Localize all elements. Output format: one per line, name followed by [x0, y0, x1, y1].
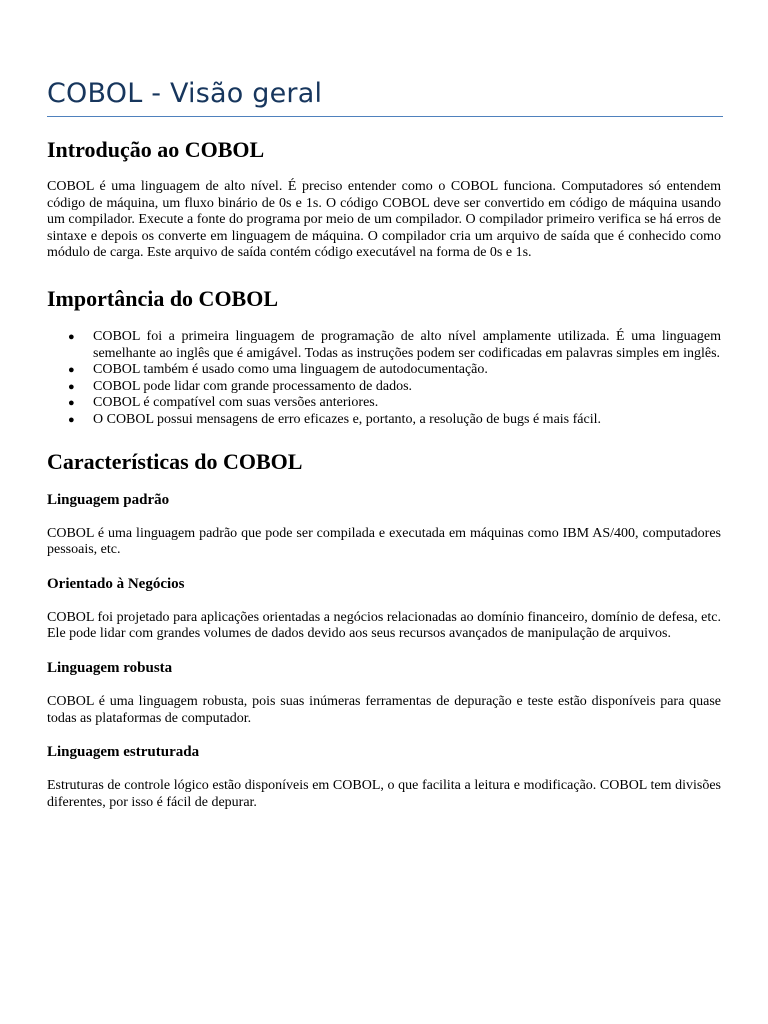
importance-section: [47, 285, 721, 429]
features-section: [47, 448, 721, 812]
page-title: COBOL - Visão geral: [47, 78, 323, 109]
importance-heading: Importância do COBOL: [47, 285, 279, 311]
bullet-icon: ●: [68, 380, 75, 393]
feature-heading-business: Orientado à Negócios: [47, 575, 185, 592]
document-body: [47, 136, 721, 811]
bullet-icon: ●: [68, 330, 75, 343]
list-item-text: COBOL também é usado como uma linguagem de autodocumentação.: [93, 362, 488, 378]
list-item: [47, 395, 721, 412]
importance-list: [47, 329, 721, 429]
list-item-text: COBOL é compatível com suas versões anteriores.: [93, 395, 379, 411]
features-heading: Características do COBOL: [47, 448, 303, 474]
feature-heading-robust: Linguagem robusta: [47, 659, 173, 676]
list-item: [47, 329, 721, 362]
list-item: [47, 379, 721, 396]
bullet-icon: ●: [68, 397, 75, 410]
feature-heading-standard: Linguagem padrão: [47, 491, 170, 508]
bullet-icon: ●: [68, 413, 75, 426]
list-item-text: COBOL pode lidar com grande processamento de dados.: [93, 378, 413, 394]
title-underline: [47, 116, 723, 117]
intro-section: [47, 136, 721, 262]
feature-paragraph-business: COBOL foi projetado para aplicações orientadas a negócios relacionadas ao domínio financeiro, domínio de defesa, etc. Ele pode lidar com grandes volumes de dados devido aos seus recursos avançados de manipulação de arquivos.: [47, 609, 721, 642]
feature-paragraph-standard: COBOL é uma linguagem padrão que pode ser compilada e executada em máquinas como IBM AS/400, computadores pessoais, etc.: [47, 525, 721, 558]
list-item: [47, 362, 721, 379]
list-item-text: O COBOL possui mensagens de erro eficazes e, portanto, a resolução de bugs é mais fácil.: [93, 411, 601, 427]
feature-paragraph-structured: Estruturas de controle lógico estão disponíveis em COBOL, o que facilita a leitura e modificação. COBOL tem divisões diferentes, por isso é fácil de depurar.: [47, 778, 721, 810]
list-item-text: COBOL foi a primeira linguagem de programação de alto nível amplamente utilizada. É uma linguagem semelhante ao inglês que é amigável. Todas as instruções podem ser codificadas em palavras simples em inglês.: [93, 328, 721, 361]
bullet-icon: ●: [68, 364, 75, 377]
intro-heading: Introdução ao COBOL: [47, 137, 265, 162]
intro-paragraph: COBOL é uma linguagem de alto nível. É preciso entender como o COBOL funciona. Computadores só entendem código de máquina, um fluxo binário de 0s e 1s. O código COBOL deve ser convertido em código de máquina usando um compilador. Execute a fonte do programa por meio de um compilador. O compilador primeiro verifica se há erros de sintaxe e depois os converte em linguagem de máquina. O compilador cria um arquivo de saída que é conhecido como módulo de carga. Este arquivo de saída contém código executável na forma de 0s e 1s.: [47, 179, 721, 261]
feature-heading-structured: Linguagem estruturada: [47, 744, 200, 761]
feature-paragraph-robust: COBOL é uma linguagem robusta, pois suas inúmeras ferramentas de depuração e teste estão disponíveis para quase todas as plataformas de computador.: [47, 693, 721, 726]
list-item: [47, 412, 721, 429]
